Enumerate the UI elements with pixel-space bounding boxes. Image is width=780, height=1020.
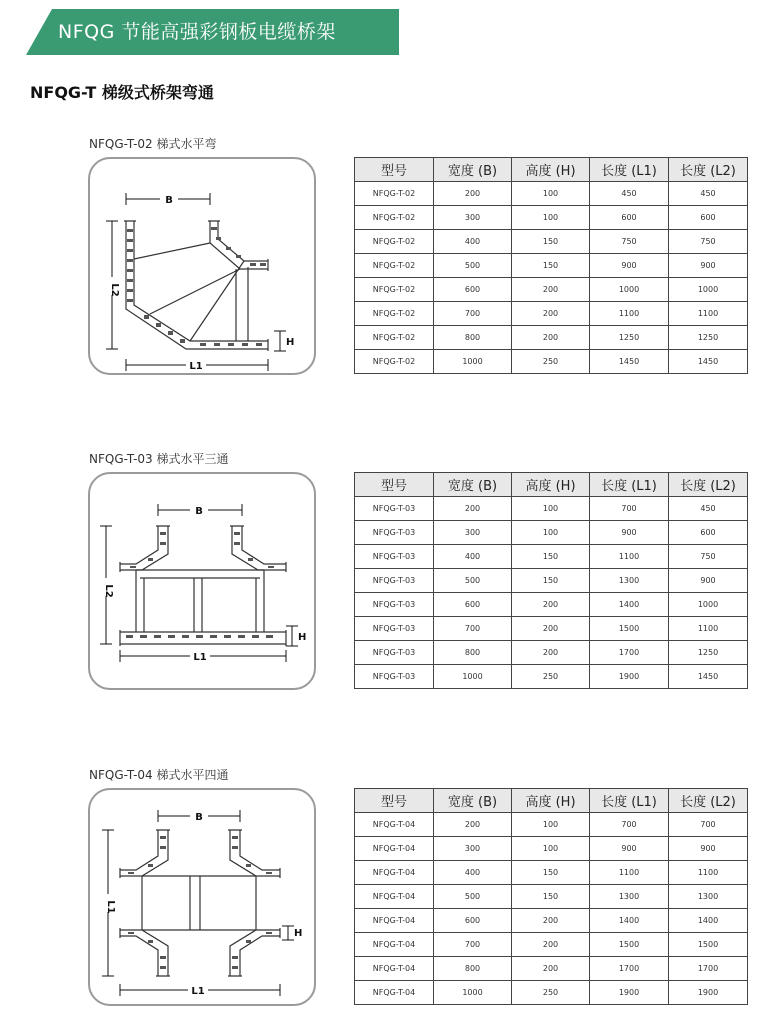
cell-height: 150 bbox=[512, 545, 590, 569]
table-row bbox=[355, 593, 748, 617]
cell-model: NFQG-T-03 bbox=[355, 665, 434, 689]
cell-length-l2: 1100 bbox=[669, 861, 748, 885]
table-row bbox=[355, 278, 748, 302]
cell-height: 200 bbox=[512, 641, 590, 665]
header-model: 型号 bbox=[355, 789, 434, 813]
cell-width: 500 bbox=[434, 254, 512, 278]
cell-length-l2: 1900 bbox=[669, 981, 748, 1005]
cell-length-l1: 1100 bbox=[590, 545, 669, 569]
cell-length-l2: 450 bbox=[669, 497, 748, 521]
dim-l2-label: L2 bbox=[103, 584, 114, 598]
cell-height: 100 bbox=[512, 206, 590, 230]
cell-length-l2: 900 bbox=[669, 254, 748, 278]
cell-model: NFQG-T-03 bbox=[355, 545, 434, 569]
product-caption: NFQG-T-03 梯式水平三通 bbox=[89, 452, 229, 466]
cell-length-l1: 1300 bbox=[590, 569, 669, 593]
cell-length-l2: 700 bbox=[669, 813, 748, 837]
cell-length-l2: 900 bbox=[669, 837, 748, 861]
cell-model: NFQG-T-03 bbox=[355, 641, 434, 665]
table-row bbox=[355, 837, 748, 861]
cell-length-l2: 900 bbox=[669, 569, 748, 593]
cell-model: NFQG-T-02 bbox=[355, 230, 434, 254]
cell-height: 200 bbox=[512, 326, 590, 350]
cell-length-l1: 750 bbox=[590, 230, 669, 254]
dim-h-label: H bbox=[286, 337, 295, 348]
cell-length-l2: 1700 bbox=[669, 957, 748, 981]
product-caption: NFQG-T-02 梯式水平弯 bbox=[89, 137, 217, 151]
tee-drawing bbox=[90, 474, 316, 690]
cell-length-l1: 450 bbox=[590, 182, 669, 206]
cell-height: 200 bbox=[512, 933, 590, 957]
cell-length-l2: 450 bbox=[669, 182, 748, 206]
cell-length-l2: 600 bbox=[669, 521, 748, 545]
cell-height: 200 bbox=[512, 278, 590, 302]
cell-height: 150 bbox=[512, 254, 590, 278]
cell-model: NFQG-T-02 bbox=[355, 206, 434, 230]
cell-height: 150 bbox=[512, 230, 590, 254]
product-caption: NFQG-T-04 梯式水平四通 bbox=[89, 768, 229, 782]
cell-length-l1: 900 bbox=[590, 837, 669, 861]
cell-length-l1: 1000 bbox=[590, 278, 669, 302]
table-row bbox=[355, 981, 748, 1005]
header-width: 宽度 (B) bbox=[434, 473, 512, 497]
cell-height: 100 bbox=[512, 497, 590, 521]
header-length-l2: 长度 (L2) bbox=[669, 789, 748, 813]
cell-height: 250 bbox=[512, 665, 590, 689]
table-header-row bbox=[355, 473, 748, 497]
cell-model: NFQG-T-04 bbox=[355, 909, 434, 933]
cell-length-l2: 1000 bbox=[669, 593, 748, 617]
cell-length-l1: 1500 bbox=[590, 933, 669, 957]
cell-length-l2: 1450 bbox=[669, 665, 748, 689]
cell-height: 200 bbox=[512, 617, 590, 641]
cell-width: 1000 bbox=[434, 665, 512, 689]
dim-l1-label: L1 bbox=[189, 361, 203, 372]
cell-model: NFQG-T-04 bbox=[355, 837, 434, 861]
table-row bbox=[355, 545, 748, 569]
cell-length-l1: 1400 bbox=[590, 593, 669, 617]
cell-height: 150 bbox=[512, 885, 590, 909]
cell-model: NFQG-T-04 bbox=[355, 957, 434, 981]
table-row bbox=[355, 641, 748, 665]
cell-length-l1: 1100 bbox=[590, 861, 669, 885]
table-row bbox=[355, 350, 748, 374]
table-row bbox=[355, 885, 748, 909]
cell-width: 300 bbox=[434, 521, 512, 545]
dim-h-label: H bbox=[298, 632, 307, 643]
cross-drawing bbox=[90, 790, 316, 1006]
cell-length-l1: 700 bbox=[590, 497, 669, 521]
dim-b-label: B bbox=[165, 195, 173, 206]
cell-model: NFQG-T-04 bbox=[355, 861, 434, 885]
cell-width: 700 bbox=[434, 933, 512, 957]
elbow-diagram bbox=[88, 157, 316, 375]
table-header-row bbox=[355, 789, 748, 813]
cell-model: NFQG-T-03 bbox=[355, 569, 434, 593]
table-row bbox=[355, 933, 748, 957]
cell-width: 300 bbox=[434, 206, 512, 230]
header-height: 高度 (H) bbox=[512, 789, 590, 813]
cell-model: NFQG-T-04 bbox=[355, 981, 434, 1005]
cell-length-l2: 750 bbox=[669, 545, 748, 569]
cell-width: 500 bbox=[434, 885, 512, 909]
dim-b-label: B bbox=[195, 812, 203, 823]
dim-l1-label: L1 bbox=[191, 986, 205, 997]
cell-length-l1: 1300 bbox=[590, 885, 669, 909]
cell-length-l1: 1250 bbox=[590, 326, 669, 350]
cell-width: 800 bbox=[434, 957, 512, 981]
cell-length-l2: 1400 bbox=[669, 909, 748, 933]
table-row bbox=[355, 957, 748, 981]
cell-length-l2: 1100 bbox=[669, 302, 748, 326]
cell-length-l2: 1100 bbox=[669, 617, 748, 641]
cell-width: 400 bbox=[434, 230, 512, 254]
cell-height: 100 bbox=[512, 837, 590, 861]
cell-width: 700 bbox=[434, 302, 512, 326]
cell-width: 800 bbox=[434, 326, 512, 350]
cell-length-l2: 1450 bbox=[669, 350, 748, 374]
cell-model: NFQG-T-03 bbox=[355, 497, 434, 521]
cell-height: 200 bbox=[512, 593, 590, 617]
cell-height: 200 bbox=[512, 909, 590, 933]
header-length-l2: 长度 (L2) bbox=[669, 473, 748, 497]
header-length-l1: 长度 (L1) bbox=[590, 158, 669, 182]
cell-model: NFQG-T-03 bbox=[355, 617, 434, 641]
cell-length-l1: 1700 bbox=[590, 641, 669, 665]
spec-table-t04 bbox=[354, 788, 748, 1005]
header-length-l2: 长度 (L2) bbox=[669, 158, 748, 182]
tee-diagram bbox=[88, 472, 316, 690]
cell-height: 200 bbox=[512, 302, 590, 326]
cell-model: NFQG-T-02 bbox=[355, 254, 434, 278]
header-width: 宽度 (B) bbox=[434, 158, 512, 182]
cell-length-l1: 1900 bbox=[590, 665, 669, 689]
cell-model: NFQG-T-04 bbox=[355, 813, 434, 837]
cell-height: 200 bbox=[512, 957, 590, 981]
cross-diagram bbox=[88, 788, 316, 1006]
table-row bbox=[355, 230, 748, 254]
cell-width: 200 bbox=[434, 182, 512, 206]
cell-model: NFQG-T-03 bbox=[355, 521, 434, 545]
section-title: NFQG-T 梯级式桥架弯通 bbox=[30, 83, 214, 102]
table-row bbox=[355, 665, 748, 689]
cell-height: 100 bbox=[512, 813, 590, 837]
table-row bbox=[355, 521, 748, 545]
table-row bbox=[355, 182, 748, 206]
cell-model: NFQG-T-03 bbox=[355, 593, 434, 617]
cell-length-l1: 1900 bbox=[590, 981, 669, 1005]
cell-width: 300 bbox=[434, 837, 512, 861]
cell-length-l1: 1450 bbox=[590, 350, 669, 374]
cell-width: 500 bbox=[434, 569, 512, 593]
cell-width: 600 bbox=[434, 593, 512, 617]
cell-length-l2: 1500 bbox=[669, 933, 748, 957]
cell-width: 200 bbox=[434, 813, 512, 837]
cell-length-l1: 900 bbox=[590, 521, 669, 545]
cell-height: 150 bbox=[512, 569, 590, 593]
spec-table-t03 bbox=[354, 472, 748, 689]
spec-table-t02 bbox=[354, 157, 748, 374]
cell-length-l2: 1000 bbox=[669, 278, 748, 302]
header-model: 型号 bbox=[355, 473, 434, 497]
dim-l1-label: L1 bbox=[193, 652, 207, 663]
cell-length-l1: 1700 bbox=[590, 957, 669, 981]
cell-model: NFQG-T-02 bbox=[355, 278, 434, 302]
cell-width: 700 bbox=[434, 617, 512, 641]
table-row bbox=[355, 326, 748, 350]
dim-h-label: H bbox=[294, 928, 303, 939]
cell-width: 600 bbox=[434, 909, 512, 933]
cell-width: 1000 bbox=[434, 350, 512, 374]
cell-height: 100 bbox=[512, 521, 590, 545]
table-row bbox=[355, 254, 748, 278]
cell-length-l1: 600 bbox=[590, 206, 669, 230]
header-length-l1: 长度 (L1) bbox=[590, 473, 669, 497]
header-length-l1: 长度 (L1) bbox=[590, 789, 669, 813]
cell-width: 800 bbox=[434, 641, 512, 665]
table-row bbox=[355, 813, 748, 837]
cell-length-l1: 1400 bbox=[590, 909, 669, 933]
cell-width: 1000 bbox=[434, 981, 512, 1005]
header-model: 型号 bbox=[355, 158, 434, 182]
cell-model: NFQG-T-02 bbox=[355, 182, 434, 206]
cell-model: NFQG-T-04 bbox=[355, 933, 434, 957]
cell-length-l2: 600 bbox=[669, 206, 748, 230]
cell-model: NFQG-T-04 bbox=[355, 885, 434, 909]
cell-model: NFQG-T-02 bbox=[355, 326, 434, 350]
cell-height: 250 bbox=[512, 981, 590, 1005]
cell-length-l2: 750 bbox=[669, 230, 748, 254]
table-row bbox=[355, 206, 748, 230]
table-row bbox=[355, 497, 748, 521]
dim-b-label: B bbox=[195, 506, 203, 517]
cell-model: NFQG-T-02 bbox=[355, 350, 434, 374]
cell-model: NFQG-T-02 bbox=[355, 302, 434, 326]
elbow-drawing bbox=[90, 159, 316, 375]
table-row bbox=[355, 302, 748, 326]
header-height: 高度 (H) bbox=[512, 158, 590, 182]
table-row bbox=[355, 617, 748, 641]
cell-length-l1: 900 bbox=[590, 254, 669, 278]
cell-length-l2: 1250 bbox=[669, 326, 748, 350]
cell-length-l1: 1100 bbox=[590, 302, 669, 326]
table-row bbox=[355, 861, 748, 885]
header-width: 宽度 (B) bbox=[434, 789, 512, 813]
cell-length-l1: 700 bbox=[590, 813, 669, 837]
table-row bbox=[355, 909, 748, 933]
cell-length-l2: 1250 bbox=[669, 641, 748, 665]
dim-l1-label: L1 bbox=[105, 900, 116, 914]
cell-height: 250 bbox=[512, 350, 590, 374]
cell-height: 100 bbox=[512, 182, 590, 206]
header-height: 高度 (H) bbox=[512, 473, 590, 497]
cell-width: 600 bbox=[434, 278, 512, 302]
table-row bbox=[355, 569, 748, 593]
cell-width: 200 bbox=[434, 497, 512, 521]
cell-height: 150 bbox=[512, 861, 590, 885]
cell-length-l1: 1500 bbox=[590, 617, 669, 641]
cell-length-l2: 1300 bbox=[669, 885, 748, 909]
table-header-row bbox=[355, 158, 748, 182]
dim-l2-label: L2 bbox=[109, 283, 120, 297]
cell-width: 400 bbox=[434, 545, 512, 569]
banner-title: NFQG 节能高强彩钢板电缆桥架 bbox=[58, 21, 336, 43]
cell-width: 400 bbox=[434, 861, 512, 885]
